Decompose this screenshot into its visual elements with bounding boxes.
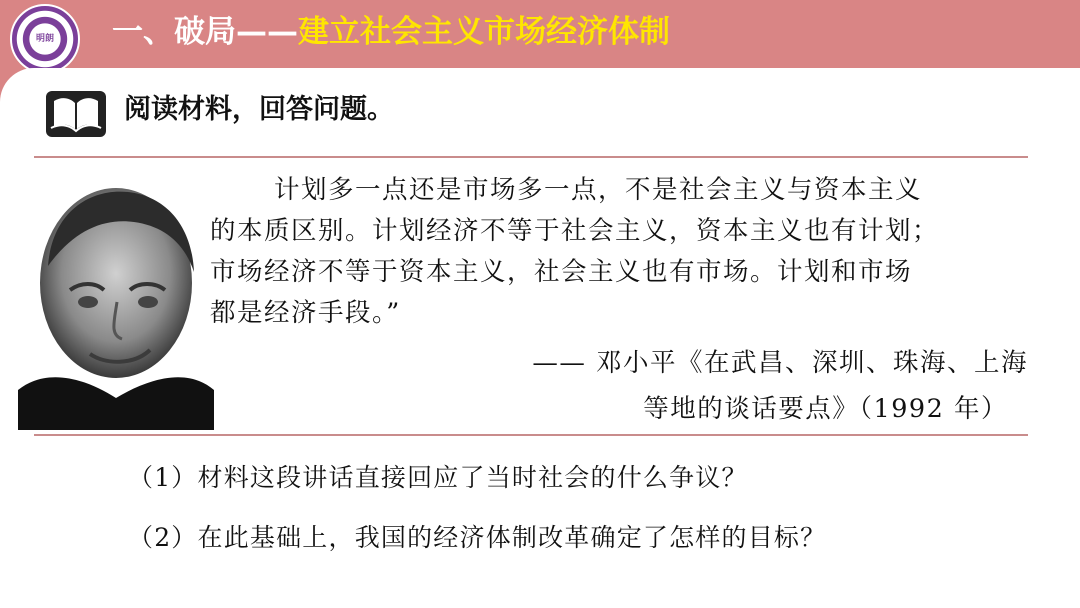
- source-line-1: —— 邓小平《在武昌、深圳、珠海、上海: [532, 348, 1028, 378]
- logo-text: 明朗: [35, 34, 54, 44]
- quote-source: [488, 340, 1028, 432]
- bottom-divider: [34, 434, 1028, 436]
- portrait-image: [18, 180, 214, 430]
- content-panel: [0, 68, 1080, 608]
- quote-line-1: 计划多一点还是市场多一点，不是社会主义与资本主义: [274, 175, 923, 205]
- quote-line-2: 的本质区别。计划经济不等于社会主义，资本主义也有计划；: [210, 216, 940, 246]
- quote-block: [210, 170, 1038, 334]
- school-logo: [10, 4, 80, 74]
- source-line-2: 等地的谈话要点》（1992 年）: [643, 394, 1008, 424]
- quote-line-3: 市场经济不等于资本主义，社会主义也有市场。计划和市场: [210, 257, 913, 287]
- title-highlight: 建立社会主义市场经济体制: [298, 14, 670, 50]
- slide-title: [112, 10, 670, 54]
- slide-header: [0, 0, 1080, 68]
- book-icon: [44, 89, 108, 139]
- top-divider: [34, 156, 1028, 158]
- quote-line-4: 都是经济手段。”: [210, 298, 401, 328]
- title-prefix: 一、破局——: [112, 14, 298, 50]
- reading-heading: 阅读材料，回答问题。: [124, 94, 394, 125]
- question-2: （2）在此基础上，我国的经济体制改革确定了怎样的目标？: [128, 523, 827, 552]
- question-1: （1）材料这段讲话直接回应了当时社会的什么争议？: [128, 463, 748, 492]
